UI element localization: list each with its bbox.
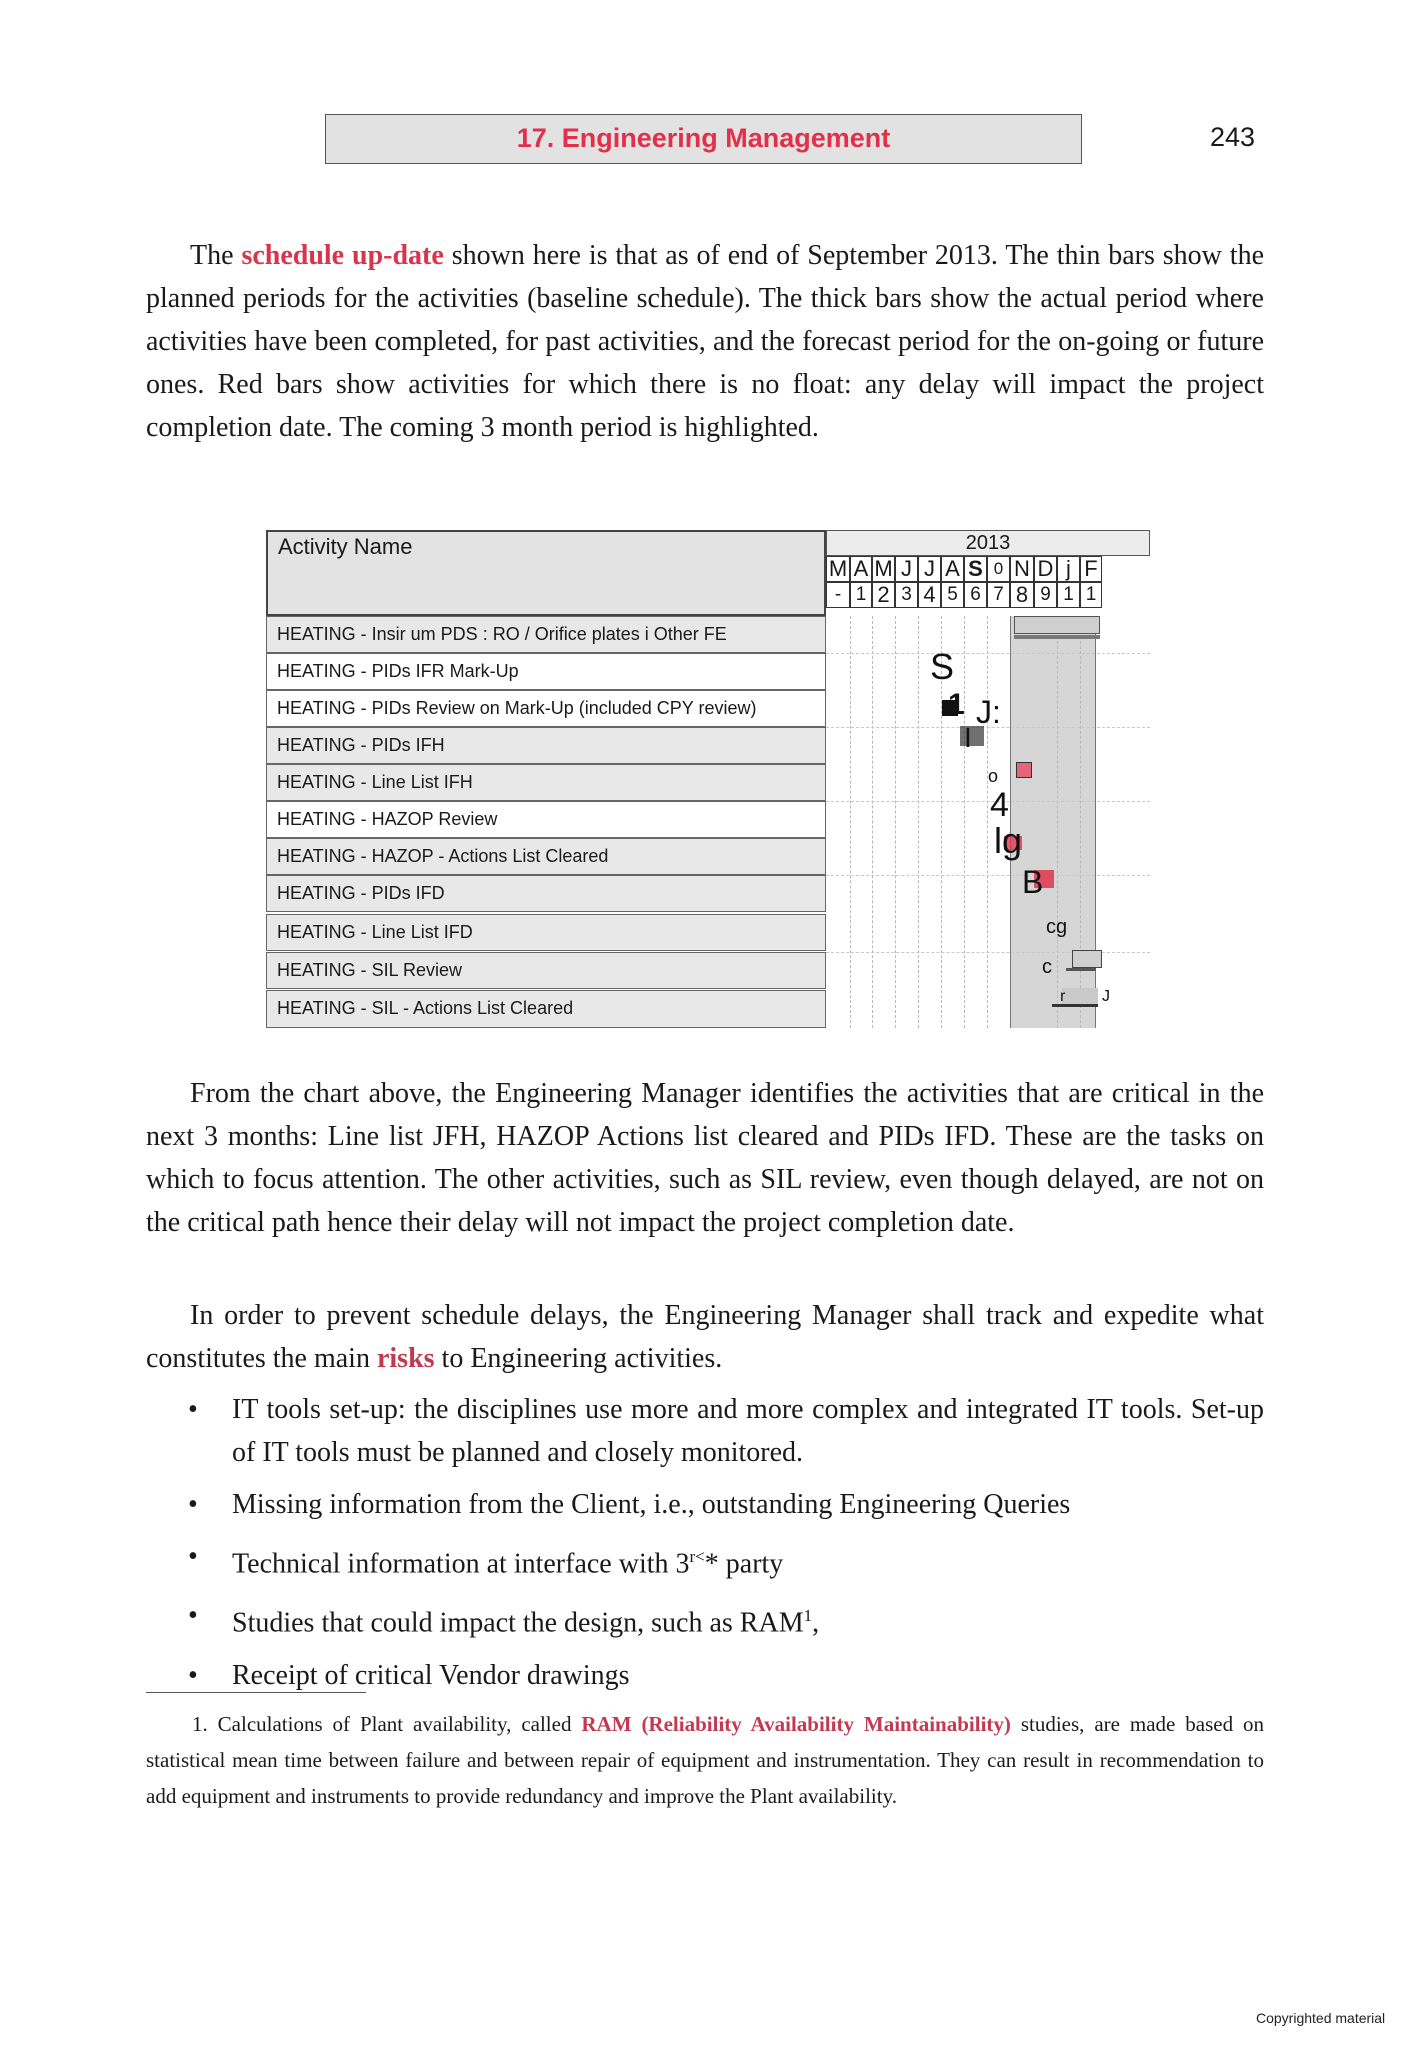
year-header: 2013 — [826, 530, 1150, 556]
grid-line — [918, 616, 919, 1028]
activity-bar — [1072, 950, 1102, 968]
month-cell: F — [1080, 556, 1102, 582]
month-cell: D — [1034, 556, 1057, 582]
month-cell: 0 — [987, 556, 1010, 582]
number-cell: 9 — [1034, 582, 1057, 608]
number-cell: 5 — [941, 582, 964, 608]
activity-row: HEATING - PIDs Review on Mark-Up (included CPY review) — [266, 690, 826, 727]
intro-text-a: The — [190, 240, 242, 271]
number-cell: 6 — [964, 582, 987, 608]
activity-row: HEATING - PIDs IFD — [266, 875, 826, 912]
activity-row: HEATING - PIDs IFR Mark-Up — [266, 653, 826, 690]
month-cell: A — [941, 556, 964, 582]
chart-glyph: S — [930, 646, 955, 687]
list-item-text: IT tools set-up: the disciplines use more and more complex and integrated IT tools. Set-up of IT tools must be planned and closely monitored. — [232, 1394, 1264, 1468]
grid-line — [987, 616, 988, 1028]
list-item — [146, 1535, 1264, 1585]
timeline-area — [826, 530, 1150, 1028]
activity-row: HEATING - Insir um PDS : RO / Orifice plates i Other FE — [266, 616, 826, 653]
chart-glyph: B — [1022, 864, 1044, 900]
baseline-bar — [1052, 1004, 1098, 1007]
baseline-bar — [1014, 635, 1100, 639]
footnote-text-a: 1. Calculations of Plant availability, called — [192, 1712, 582, 1736]
list-item — [146, 1388, 1264, 1474]
list-item — [146, 1594, 1264, 1644]
activity-name-header: Activity Name — [266, 530, 826, 616]
gantt-chart — [266, 530, 1150, 1028]
number-cell: 1 — [1080, 582, 1102, 608]
baseline-bar — [1066, 968, 1096, 971]
activity-row: HEATING - HAZOP - Actions List Cleared — [266, 838, 826, 875]
list-item-text: , — [812, 1607, 820, 1639]
bullet-marker: • — [188, 1600, 198, 1632]
list-item-text: Technical information at interface with 3 — [232, 1548, 690, 1580]
critical-bar — [1016, 762, 1032, 778]
schedule-update-term: schedule up-date — [241, 240, 444, 271]
grid-line — [826, 801, 1150, 802]
list-item — [146, 1483, 1264, 1526]
grid-line — [872, 616, 873, 1028]
bullet-marker: • — [188, 1659, 198, 1691]
number-cell: 1 — [850, 582, 872, 608]
chart-glyph: lg — [994, 820, 1023, 861]
chart-glyph: 1 — [948, 688, 965, 721]
list-item — [146, 1654, 1264, 1697]
grid-line — [895, 616, 896, 1028]
footnote-ref[interactable]: 1 — [803, 1606, 813, 1626]
chart-glyph: 4 — [990, 786, 1009, 824]
number-cell: - — [826, 582, 850, 608]
bullet-marker: • — [188, 1541, 198, 1572]
ram-term: RAM (Reliability Availability Maintainability) — [581, 1712, 1011, 1736]
month-cell: J — [895, 556, 918, 582]
month-cell: A — [850, 556, 872, 582]
activity-row: HEATING - HAZOP Review — [266, 801, 826, 838]
superscript: r< — [689, 1547, 705, 1566]
grid-line — [964, 616, 965, 1028]
activity-row: HEATING - SIL - Actions List Cleared — [266, 990, 826, 1028]
number-cell: 1 — [1057, 582, 1080, 608]
chart-glyph: c — [1042, 956, 1052, 978]
grid-line — [1057, 616, 1058, 1028]
chapter-title: 17. Engineering Management — [325, 114, 1082, 164]
list-item-text: * party — [704, 1548, 784, 1580]
number-cell: 4 — [918, 582, 941, 608]
chart-glyph: I — [964, 722, 972, 753]
month-cell: N — [1010, 556, 1034, 582]
number-cell: 3 — [895, 582, 918, 608]
activity-bar — [1014, 616, 1100, 634]
chart-glyph: J — [1102, 988, 1110, 1005]
number-cell: 7 — [987, 582, 1010, 608]
number-cell: 2 — [872, 582, 895, 608]
bullet-marker: • — [188, 1489, 198, 1520]
activity-row: HEATING - Line List IFH — [266, 764, 826, 801]
month-cell: J — [918, 556, 941, 582]
risks-text-a: In order to prevent schedule delays, the Engineering Manager shall track and expedite what constitutes the main — [146, 1300, 1264, 1374]
bullet-marker: • — [188, 1394, 198, 1425]
chart-glyph: o — [988, 766, 999, 786]
month-cell: M — [872, 556, 895, 582]
risk-list — [146, 1388, 1264, 1706]
copyright-notice: Copyrighted material — [1256, 2010, 1386, 2026]
month-cell: S — [964, 556, 987, 582]
grid-line — [826, 653, 1150, 654]
analysis-text: From the chart above, the Engineering Manager identifies the activities that are critical in the next 3 months: Line list JFH, HAZOP Actions list cleared and PIDs IFD. These are the tasks on which to focus attention. The other activities, such as SIL review, even though delayed, are not on the critical path hence their delay will not impact the project completion date. — [146, 1078, 1264, 1238]
intro-text-b: shown here is that as of end of September 2013. The thin bars show the planned periods for the activities (baseline schedule). The thick bars show the actual period where activities have been completed, for past activities, and the forecast period for the on-going or future ones. Red bars show activities for which there is no float: any delay will impact the project completion date. The coming 3 month period is highlighted. — [146, 240, 1265, 443]
grid-line — [826, 875, 1150, 876]
chart-glyph: cg — [1046, 916, 1068, 938]
footnote-divider — [146, 1692, 366, 1693]
activity-table — [266, 530, 826, 1028]
chart-glyph: r — [1060, 988, 1066, 1005]
risks-paragraph — [146, 1294, 1264, 1380]
risks-term: risks — [376, 1343, 435, 1374]
list-item-text: Studies that could impact the design, such as RAM — [232, 1607, 804, 1639]
footnote-text-b: studies, are made based on statistical mean time between failure and between repair of equipment and instrumentation. They can result in recommendation to add equipment and instruments to provide redundancy and improve the Plant availability. — [146, 1712, 1264, 1808]
activity-row: HEATING - SIL Review — [266, 952, 826, 989]
chart-glyph: J: — [976, 694, 1001, 730]
month-cell: j — [1057, 556, 1080, 582]
list-item-text: Receipt of critical Vendor drawings — [232, 1659, 630, 1691]
grid-line — [850, 616, 851, 1028]
month-cell: M — [826, 556, 850, 582]
intro-paragraph — [146, 234, 1264, 449]
footnote — [146, 1706, 1264, 1814]
activity-row: HEATING - Line List IFD — [266, 914, 826, 951]
number-cell: 8 — [1010, 582, 1034, 608]
list-item-text: Missing information from the Client, i.e., outstanding Engineering Queries — [232, 1489, 1071, 1520]
analysis-paragraph — [146, 1072, 1264, 1244]
risks-text-b: to Engineering activities. — [434, 1343, 723, 1374]
activity-row: HEATING - PIDs IFH — [266, 727, 826, 764]
page-number: 243 — [1210, 122, 1256, 152]
